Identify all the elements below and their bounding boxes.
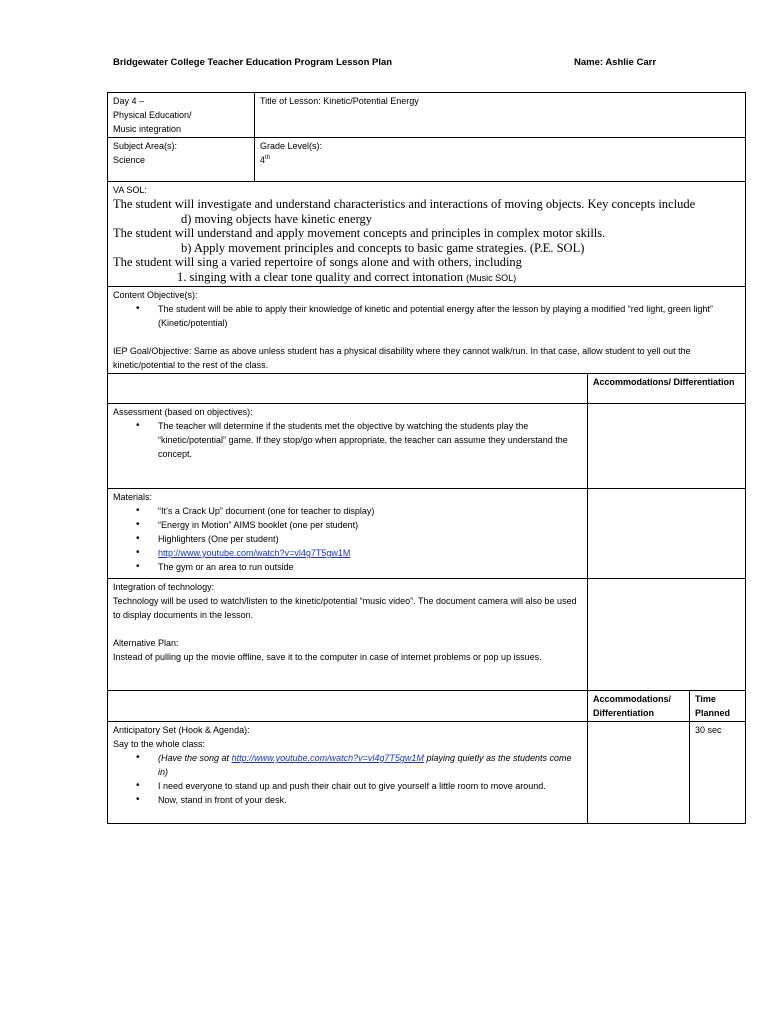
row-day-title [108, 93, 746, 138]
day-cell [108, 93, 255, 138]
anticipatory-cell [108, 722, 588, 824]
sol-pe-sub: b) Apply movement principles and concepts to basic game strategies. (P.E. SOL) [181, 240, 585, 255]
materials-label: Materials: [113, 492, 153, 502]
grade-suffix: th [265, 155, 271, 161]
sol-music-sub: 1. singing with a clear tone quality and correct intonation [177, 269, 464, 284]
document-title: Bridgewater College Teacher Education Program Lesson Plan [113, 57, 393, 68]
technology-label: Integration of technology: [113, 582, 215, 592]
row-subject-grade [108, 138, 746, 182]
objectives-cell [108, 287, 746, 374]
materials-cell [108, 489, 588, 579]
anticipatory-label: Anticipatory Set (Hook & Agenda): [113, 725, 250, 735]
day-line: Physical Education/ [113, 110, 192, 120]
song-note-pre: (Have the song at [158, 753, 230, 763]
iep-goal: IEP Goal/Objective: Same as above unless student has a physical disability where they cannot walk/run. In that case, allow student to yell out the kinetic/potential to the rest of the class. [113, 346, 691, 370]
row-content-objectives [108, 287, 746, 374]
time-planned-heading: Time Planned [690, 691, 746, 722]
objective-item: • The student will be able to apply their knowledge of kinetic and potential energy after the lesson by playing a modified “red light, green light” (Kinetic/potential) [158, 302, 740, 330]
day-line: Day 4 – [113, 96, 145, 106]
subject-value: Science [113, 155, 146, 165]
technology-text: Technology will be used to watch/listen to the kinetic/potential “music video”. The document camera will also be used to display documents in the lesson. [113, 596, 577, 620]
subject-label: Subject Area(s): [113, 141, 178, 151]
sol-pe: The student will understand and apply movement concepts and principles in complex motor skills. [113, 226, 606, 240]
row-time-header [108, 691, 746, 722]
sol-cell [108, 182, 746, 287]
grade-value: 4 [260, 155, 266, 165]
material-item: • The gym or an area to run outside [158, 560, 582, 574]
grade-label: Grade Level(s): [260, 141, 323, 151]
author-name: Name: Ashlie Carr [574, 57, 657, 68]
lesson-title: Title of Lesson: Kinetic/Potential Energy [255, 93, 746, 138]
material-item: • “Energy in Motion” AIMS booklet (one per student) [158, 518, 582, 532]
song-link[interactable]: http://www.youtube.com/watch?v=vl4g7T5gw1M [231, 753, 424, 763]
grade-cell [255, 138, 746, 182]
say-to-class: Say to the whole class: [113, 739, 206, 749]
instruction-item: • Now, stand in front of your desk. [158, 793, 582, 807]
assessment-cell [108, 404, 588, 489]
sol-music-tag: (Music SOL) [466, 272, 517, 283]
row-accommodations-header [108, 374, 746, 404]
alternative-plan-label: Alternative Plan: [113, 638, 179, 648]
row-anticipatory-set [108, 722, 746, 824]
assessment-label: Assessment (based on objectives): [113, 407, 253, 417]
technology-cell [108, 579, 588, 691]
objectives-label: Content Objective(s): [113, 290, 198, 300]
instruction-item: • I need everyone to stand up and push their chair out to give yourself a little room to move around. [158, 779, 582, 793]
alternative-plan-text: Instead of pulling up the movie offline, save it to the computer in case of internet problems or pop up issues. [113, 652, 542, 662]
material-item: • “It’s a Crack Up” document (one for teacher to display) [158, 504, 582, 518]
sol-science: The student will investigate and understand characteristics and interactions of moving objects. Key concepts include [113, 197, 696, 211]
lesson-plan-table [107, 92, 745, 824]
row-assessment [108, 404, 746, 489]
subject-cell [108, 138, 255, 182]
material-item: • Highlighters (One per student) [158, 532, 582, 546]
row-technology [108, 579, 746, 691]
row-sol [108, 182, 746, 287]
accommodations-heading: Accommodations/ Differentiation [588, 374, 746, 404]
accommodations-heading: Accommodations/ Differentiation [588, 691, 690, 722]
sol-science-sub: d) moving objects have kinetic energy [181, 211, 373, 226]
sol-music: The student will sing a varied repertoire of songs alone and with others, including [113, 255, 522, 269]
time-value: 30 sec [690, 722, 746, 824]
day-line: Music integration [113, 124, 182, 134]
sol-label: VA SOL: [113, 185, 147, 195]
row-materials [108, 489, 746, 579]
assessment-item: • The teacher will determine if the students met the objective by watching the students play the “kinetic/potential” game. If they stop/go when appropriate, the teacher can assume they understand the concept. [158, 419, 582, 461]
song-note-post: playing quietly as the students come in) [158, 753, 572, 777]
youtube-link[interactable]: http://www.youtube.com/watch?v=vl4g7T5gw1M [158, 548, 351, 558]
